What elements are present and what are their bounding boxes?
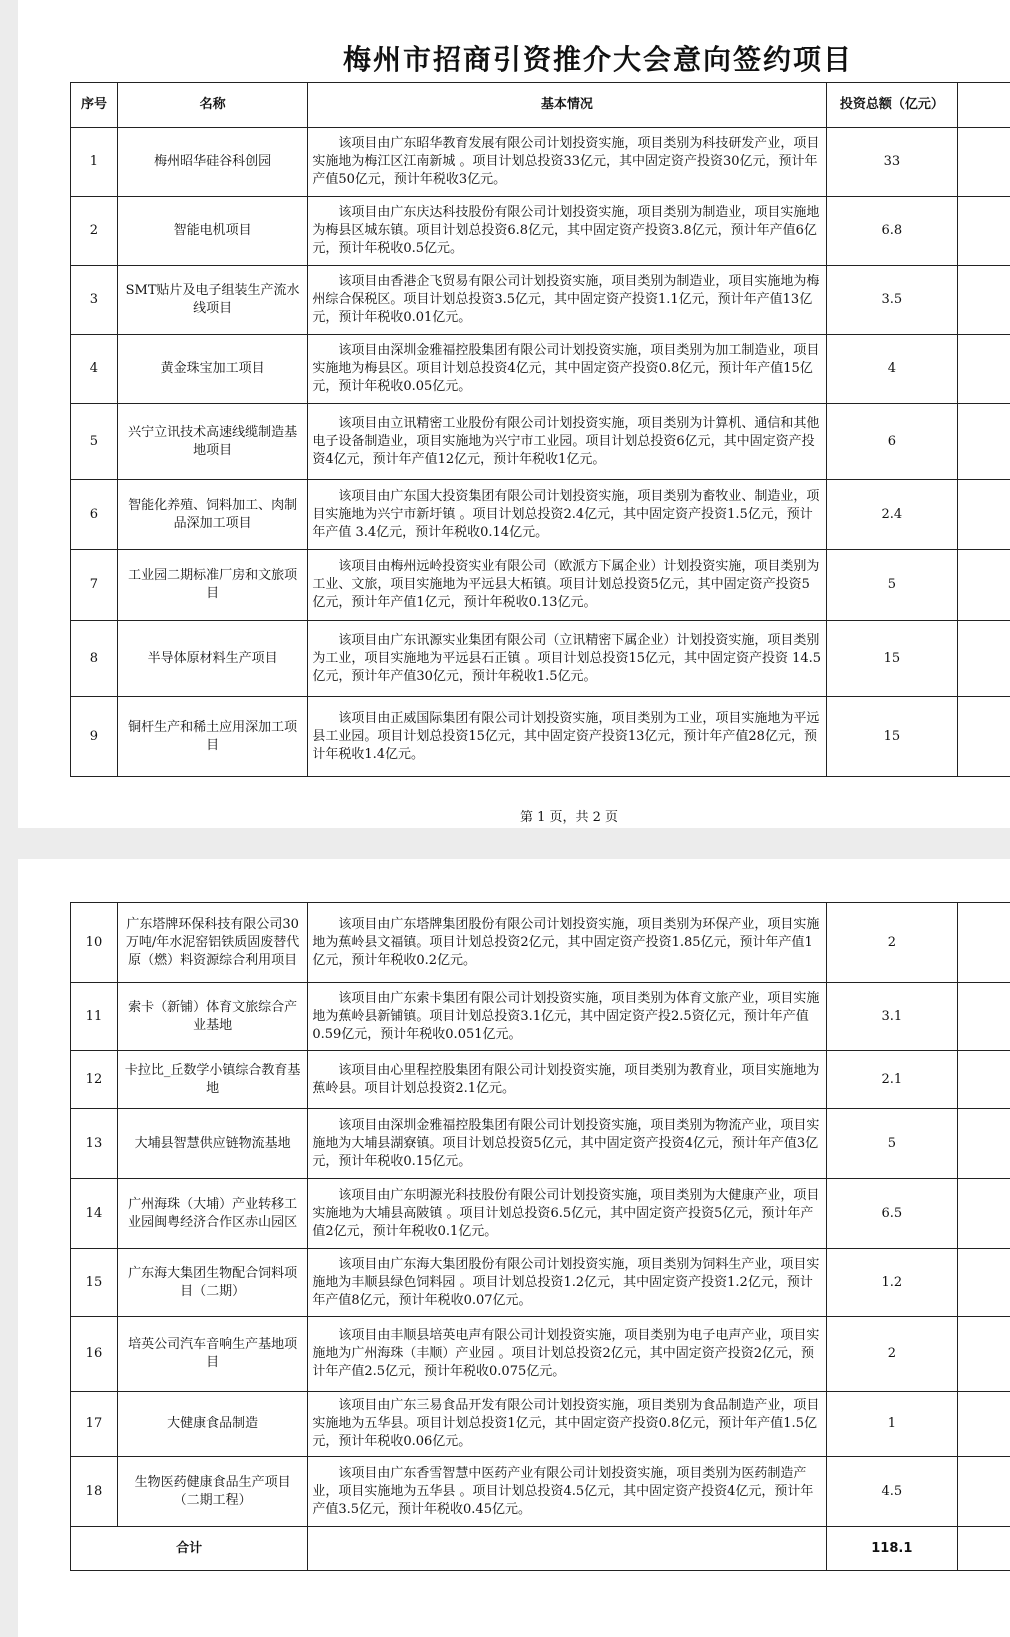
- project-name: 智能化养殖、饲料加工、肉制品深加工项目: [117, 480, 307, 550]
- project-info: 该项目由广东国大投资集团有限公司计划投资实施，项目类别为畜牧业、制造业，项目实施地为兴宁市新圩镇 。项目计划总投资2.4亿元，其中固定资产投资1.5亿元，预计年产值 3.4亿元，预计年税收0.14亿元。: [308, 480, 826, 550]
- table-row: [71, 480, 1010, 550]
- table-row: [71, 697, 1010, 777]
- project-name: 广州海珠（大埔）产业转移工业园闽粤经济合作区赤山园区: [117, 1179, 307, 1249]
- project-info: 该项目由广东昭华教育发展有限公司计划投资实施，项目类别为科技研发产业，项目实施地为梅江区江南新城 。项目计划总投资33亿元，其中固定资产投资30亿元，预计年产值50亿元，预计年税收3亿元。: [308, 128, 826, 197]
- row-number: 9: [71, 697, 118, 777]
- extra-cell: [958, 697, 1010, 777]
- row-number: 12: [71, 1051, 118, 1109]
- extra-cell: [958, 1457, 1010, 1527]
- project-name: SMT贴片及电子组装生产流水线项目: [117, 266, 307, 335]
- extra-cell: [958, 550, 1010, 621]
- investment-amount: 4: [826, 335, 958, 404]
- investment-amount: 6.8: [826, 197, 958, 266]
- header-amount: 投资总额（亿元）: [826, 83, 958, 128]
- project-name: 广东塔牌环保科技有限公司30万吨/年水泥窑铝铁质固废替代原（燃）料资源综合利用项目: [117, 903, 307, 983]
- table-row: [71, 266, 1010, 335]
- investment-amount: 3.5: [826, 266, 958, 335]
- investment-amount: 5: [826, 1109, 958, 1179]
- project-name: 梅州昭华硅谷科创园: [117, 128, 307, 197]
- row-number: 2: [71, 197, 118, 266]
- investment-amount: 6: [826, 404, 958, 480]
- project-info: 该项目由香港企飞贸易有限公司计划投资实施，项目类别为制造业，项目实施地为梅州综合保税区。项目计划总投资3.5亿元，其中固定资产投资1.1亿元，预计年产值13亿元，预计年税收0.01亿元。: [308, 266, 826, 335]
- table-row: [71, 550, 1010, 621]
- project-name: 培英公司汽车音响生产基地项目: [117, 1317, 307, 1392]
- project-name: 大健康食品制造: [117, 1392, 307, 1457]
- project-info: 该项目由广东塔牌集团股份有限公司计划投资实施，项目类别为环保产业，项目实施地为蕉岭县文福镇。项目计划总投资2亿元，其中固定资产投资1.85亿元，预计年产值1亿元，预计年税收0.2亿元。: [308, 903, 826, 983]
- row-number: 1: [71, 128, 118, 197]
- document-title: 梅州市招商引资推介大会意向签约项目: [342, 43, 853, 76]
- extra-cell: [958, 128, 1010, 197]
- extra-cell: [958, 1179, 1010, 1249]
- table-row: [71, 1249, 1010, 1317]
- row-number: 4: [71, 335, 118, 404]
- table-row: [71, 1317, 1010, 1392]
- project-info: 该项目由广东明源光科技股份有限公司计划投资实施，项目类别为大健康产业，项目实施地为大埔县高陂镇 。项目计划总投资6.5亿元，其中固定资产投资5亿元，预计年产值2亿元，预计年税收0.1亿元。: [308, 1179, 826, 1249]
- row-number: 3: [71, 266, 118, 335]
- project-name: 半导体原材料生产项目: [117, 621, 307, 697]
- extra-cell: [958, 1392, 1010, 1457]
- investment-amount: 6.5: [826, 1179, 958, 1249]
- table-row: [71, 335, 1010, 404]
- header-extra: [958, 83, 1010, 128]
- table-row: [71, 1457, 1010, 1527]
- page-footer: 第 1 页，共 2 页: [519, 810, 619, 825]
- extra-cell: [958, 404, 1010, 480]
- table-body-page-1: [71, 128, 1010, 777]
- investment-amount: 33: [826, 128, 958, 197]
- table-row: [71, 404, 1010, 480]
- project-info: 该项目由广东香雪智慧中医药产业有限公司计划投资实施，项目类别为医药制造产业，项目实施地为五华县 。项目计划总投资4.5亿元，其中固定资产投资4亿元，预计年产值3.5亿元，预计年税收0.45亿元。: [308, 1457, 826, 1527]
- extra-cell: [958, 1317, 1010, 1392]
- row-number: 13: [71, 1109, 118, 1179]
- row-number: 11: [71, 983, 118, 1051]
- row-number: 8: [71, 621, 118, 697]
- table-row: [71, 197, 1010, 266]
- project-info: 该项目由广东讯源实业集团有限公司（立讯精密下属企业）计划投资实施，项目类别为工业，项目实施地为平远县石正镇 。项目计划总投资15亿元，其中固定资产投资 14.5亿元，预计年产值30亿元，预计年税收1.5亿元。: [308, 621, 826, 697]
- investment-amount: 1.2: [826, 1249, 958, 1317]
- investment-amount: 2: [826, 903, 958, 983]
- project-info: 该项目由深圳金雅福控股集团有限公司计划投资实施，项目类别为物流产业，项目实施地为大埔县湖寮镇。项目计划总投资5亿元，其中固定资产投资4亿元，预计年产值3亿元，预计年税收0.15亿元。: [308, 1109, 826, 1179]
- table-row: [71, 983, 1010, 1051]
- table-row: [71, 903, 1010, 983]
- project-table-page-2: [70, 902, 1010, 1571]
- project-info: 该项目由正威国际集团有限公司计划投资实施，项目类别为工业，项目实施地为平远县工业园。项目计划总投资15亿元，其中固定资产投资13亿元，预计年产值28亿元，预计年税收1.4亿元。: [308, 697, 826, 777]
- project-info: 该项目由心里程控股集团有限公司计划投资实施，项目类别为教育业，项目实施地为蕉岭县。项目计划总投资2.1亿元。: [308, 1051, 826, 1109]
- project-name: 卡拉比_丘数学小镇综合教育基地: [117, 1051, 307, 1109]
- row-number: 6: [71, 480, 118, 550]
- investment-amount: 4.5: [826, 1457, 958, 1527]
- extra-cell: [958, 903, 1010, 983]
- extra-cell: [958, 983, 1010, 1051]
- extra-cell: [958, 1249, 1010, 1317]
- document-page-2: [18, 859, 1010, 1637]
- extra-cell: [958, 197, 1010, 266]
- investment-amount: 5: [826, 550, 958, 621]
- table-row: [71, 621, 1010, 697]
- investment-amount: 2.4: [826, 480, 958, 550]
- project-info: 该项目由广东三易食品开发有限公司计划投资实施，项目类别为食品制造产业，项目实施地为五华县。项目计划总投资1亿元，其中固定资产投资0.8亿元，预计年产值1.5亿元，预计年税收0.06亿元。: [308, 1392, 826, 1457]
- table-header-row: [71, 83, 1010, 128]
- project-info: 该项目由立讯精密工业股份有限公司计划投资实施，项目类别为计算机、通信和其他电子设备制造业，项目实施地为兴宁市工业园。项目计划总投资6亿元，其中固定资产投资4亿元，预计年产值12亿元，预计年税收1亿元。: [308, 404, 826, 480]
- extra-cell: [958, 1109, 1010, 1179]
- extra-cell: [958, 266, 1010, 335]
- row-number: 10: [71, 903, 118, 983]
- table-row: [71, 1392, 1010, 1457]
- project-name: 广东海大集团生物配合饲料项目（二期）: [117, 1249, 307, 1317]
- row-number: 18: [71, 1457, 118, 1527]
- row-number: 5: [71, 404, 118, 480]
- project-info: 该项目由深圳金雅福控股集团有限公司计划投资实施，项目类别为加工制造业，项目实施地为梅县区。项目计划总投资4亿元，其中固定资产投资0.8亿元，预计年产值15亿元，预计年税收0.05亿元。: [308, 335, 826, 404]
- table-row: [71, 128, 1010, 197]
- project-name: 大埔县智慧供应链物流基地: [117, 1109, 307, 1179]
- total-row: [71, 1527, 1010, 1571]
- project-info: 该项目由广东索卡集团有限公司计划投资实施，项目类别为体育文旅产业，项目实施地为蕉岭县新铺镇。项目计划总投资3.1亿元，其中固定资产投2.5资亿元，预计年产值0.59亿元，预计年税收0.051亿元。: [308, 983, 826, 1051]
- total-info-empty: [308, 1527, 826, 1571]
- project-info: 该项目由广东海大集团股份有限公司计划投资实施，项目类别为饲料生产业，项目实施地为丰顺县绿色饲料园 。项目计划总投资1.2亿元，其中固定资产投资1.2亿元，预计年产值8亿元，预计年税收0.07亿元。: [308, 1249, 826, 1317]
- project-name: 黄金珠宝加工项目: [117, 335, 307, 404]
- extra-cell: [958, 1051, 1010, 1109]
- project-name: 索卡（新铺）体育文旅综合产业基地: [117, 983, 307, 1051]
- project-name: 工业园二期标准厂房和文旅项目: [117, 550, 307, 621]
- total-amount: 118.1: [826, 1527, 958, 1571]
- row-number: 17: [71, 1392, 118, 1457]
- extra-cell: [958, 480, 1010, 550]
- header-no: 序号: [71, 83, 118, 128]
- investment-amount: 3.1: [826, 983, 958, 1051]
- project-info: 该项目由丰顺县培英电声有限公司计划投资实施，项目类别为电子电声产业，项目实施地为广州海珠（丰顺）产业园 。项目计划总投资2亿元，其中固定资产投资2亿元，预计年产值2.5亿元，预计年税收0.075亿元。: [308, 1317, 826, 1392]
- project-name: 铜杆生产和稀土应用深加工项目: [117, 697, 307, 777]
- table-row: [71, 1051, 1010, 1109]
- extra-cell: [958, 621, 1010, 697]
- investment-amount: 15: [826, 697, 958, 777]
- project-name: 生物医药健康食品生产项目（二期工程）: [117, 1457, 307, 1527]
- header-name: 名称: [117, 83, 307, 128]
- investment-amount: 2.1: [826, 1051, 958, 1109]
- investment-amount: 1: [826, 1392, 958, 1457]
- project-info: 该项目由广东庆达科技股份有限公司计划投资实施，项目类别为制造业，项目实施地为梅县区城东镇。项目计划总投资6.8亿元，其中固定资产投资3.8亿元，预计年产值6亿元，预计年税收0.5亿元。: [308, 197, 826, 266]
- project-info: 该项目由梅州远岭投资实业有限公司（欧派方下属企业）计划投资实施，项目类别为工业、文旅，项目实施地为平远县大柘镇。项目计划总投资5亿元，其中固定资产投资5亿元，预计年产值1亿元，预计年税收0.13亿元。: [308, 550, 826, 621]
- extra-cell: [958, 335, 1010, 404]
- project-name: 兴宁立讯技术高速线缆制造基地项目: [117, 404, 307, 480]
- row-number: 7: [71, 550, 118, 621]
- row-number: 14: [71, 1179, 118, 1249]
- table-body-page-2: [71, 903, 1010, 1527]
- investment-amount: 2: [826, 1317, 958, 1392]
- table-row: [71, 1179, 1010, 1249]
- project-table-page-1: [70, 82, 1010, 777]
- total-label: 合计: [71, 1527, 308, 1571]
- document-page-1: [18, 0, 1010, 828]
- row-number: 16: [71, 1317, 118, 1392]
- table-row: [71, 1109, 1010, 1179]
- project-name: 智能电机项目: [117, 197, 307, 266]
- investment-amount: 15: [826, 621, 958, 697]
- header-info: 基本情况: [308, 83, 826, 128]
- row-number: 15: [71, 1249, 118, 1317]
- total-extra-empty: [958, 1527, 1010, 1571]
